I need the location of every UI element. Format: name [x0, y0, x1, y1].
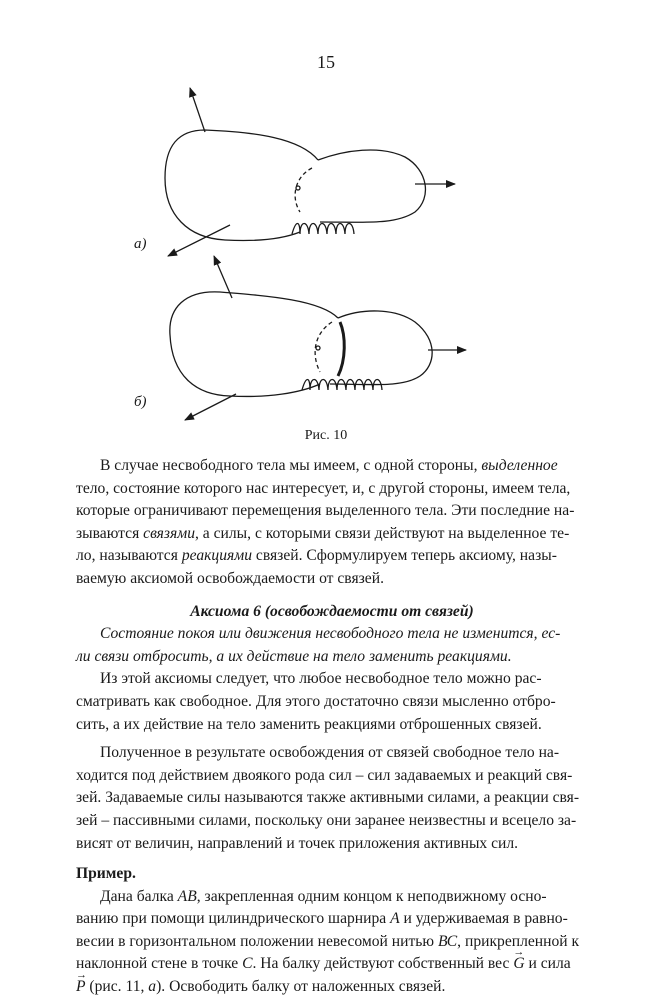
p1-line3: которые ограничивают перемещения выделенного тела. Эти последние на- [76, 502, 575, 520]
p4-line2b: А [390, 910, 400, 928]
p4-line5b: (рис. 11, [85, 978, 149, 996]
paragraph-1 [76, 455, 588, 591]
figure-label-a: а) [134, 236, 147, 252]
p3-line2: ходится под действием двоякого рода сил – сил задаваемых и реакций свя- [76, 766, 573, 784]
constraint-a-outline [318, 150, 425, 222]
p1-line1b: выделенное [481, 457, 558, 474]
p3-line5: висят от величин, направлений и точек приложения активных сил. [76, 834, 519, 852]
p1-line5c: связей. Сформулируем теперь аксиому, назы- [252, 547, 557, 565]
p4-line1c: , закрепленная одним концом к неподвижному осно- [196, 887, 547, 905]
p3-line4: зей – пассивными силами, поскольку они заранее неизвестны и всецело за- [76, 811, 577, 829]
page-number: 15 [317, 52, 335, 72]
p3-line1: Полученное в результате освобождения от связей свободное тело на- [100, 744, 560, 762]
p1-line4c: , а силы, с которыми связи действуют на выделенное те- [195, 524, 570, 542]
p4-line5c: а [148, 978, 157, 996]
axiom-line1: Состояние покоя или движения несвободного тела не изменится, ес- [100, 625, 561, 643]
p4-line3a: весии в горизонтальном положении невесомой нитью [76, 932, 438, 950]
p4-line2c: и удерживаемая в равно- [399, 910, 568, 928]
p1-line5a: ло, называются [76, 547, 182, 565]
p4-line4c: . На балку действуют собственный вес [252, 955, 514, 973]
p4-line4b: С [242, 955, 253, 973]
p4-line2a: ванию при помощи цилиндрического шарнира [76, 910, 391, 928]
point-a [296, 186, 300, 190]
paragraph-2 [76, 668, 588, 736]
axiom-line2: ли связи отбросить, а их действие на тело заменить реакциями. [76, 647, 512, 665]
p1-line4a: зываются [76, 524, 144, 542]
example-title: Пример. [76, 865, 136, 883]
p1-line1a: В случае несвободного тела мы имеем, с одной стороны, [100, 457, 482, 474]
body-text [76, 455, 588, 999]
p4-line1a: Дана балка [100, 887, 178, 905]
figure-10 [0, 0, 652, 460]
p1-line6: ваемую аксиомой освобождаемости от связей. [76, 569, 384, 587]
hatched-contact-b [338, 322, 344, 376]
p4-line4a: наклонной стене в точке [76, 955, 243, 973]
p1-line4b: связями [143, 524, 195, 542]
vector-p: → P [76, 976, 86, 999]
figure-label-b: б) [134, 394, 147, 410]
p2-line1: Из этой аксиомы следует, что любое несвободное тело можно рас- [100, 670, 542, 688]
arrow-b-bottom [185, 394, 236, 420]
p4-line5d: ). Освободить балку от наложенных связей. [156, 978, 446, 996]
body-a-outline [165, 130, 318, 241]
point-b [316, 346, 320, 350]
p2-line2: сматривать как свободное. Для этого достаточно связи мысленно отбро- [76, 692, 556, 710]
contact-arc-b [315, 322, 332, 372]
paragraph-4 [76, 886, 588, 999]
p4-line4e: и сила [524, 955, 571, 973]
p4-line1b: АВ [177, 887, 197, 905]
p4-line3c: , прикрепленной к [457, 932, 580, 950]
p4-line3b: ВС [437, 932, 458, 950]
arrow-a-top [190, 88, 205, 132]
paragraph-3 [76, 742, 588, 855]
figure-caption: Рис. 10 [304, 428, 348, 443]
spring-a [292, 224, 354, 235]
p1-line2: тело, состояние которого нас интересует, и, с другой стороны, имеем тела, [76, 479, 571, 497]
p1-line5b: реакциями [181, 547, 253, 565]
p3-line3: зей. Задаваемые силы называются также активными силами, а реакции свя- [76, 789, 580, 807]
axiom-title: Аксиома 6 (освобождаемости от связей) [190, 602, 474, 620]
vector-g: → G [513, 953, 524, 976]
axiom-text [76, 623, 588, 668]
p2-line3: сить, а их действие на тело заменить реакциями отброшенных связей. [76, 715, 542, 733]
arrow-a-bottom [168, 225, 230, 256]
